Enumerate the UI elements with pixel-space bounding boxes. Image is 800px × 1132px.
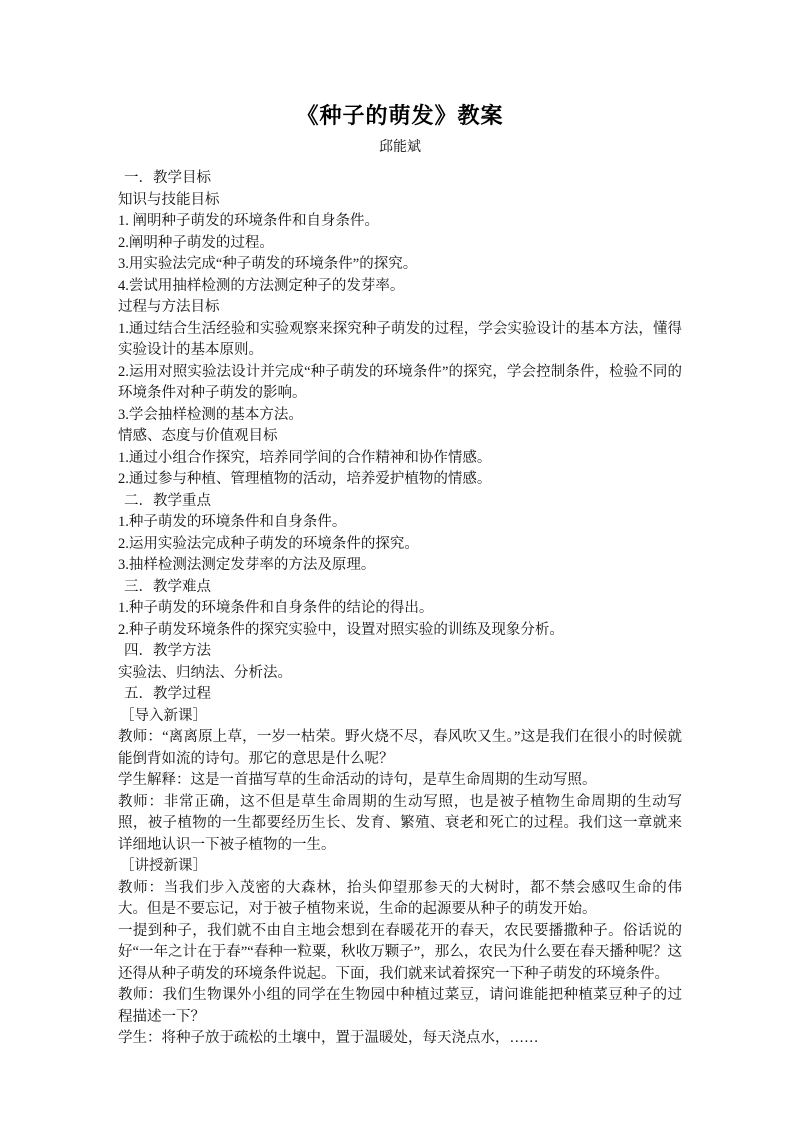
paragraph: 教师：我们生物课外小组的同学在生物园中种植过菜豆，请问谁能把种植菜豆种子的过程描述一下？	[118, 987, 682, 1025]
paragraph: 1. 阐明种子萌发的环境条件和自身条件。	[118, 213, 379, 229]
paragraph: 1.种子萌发的环境条件和自身条件。	[118, 514, 347, 530]
paragraph: 3.抽样检测法测定发芽率的方法及原理。	[118, 557, 376, 573]
paragraph: 一提到种子，我们就不由自主地会想到在春暖花开的春天，农民要播撒种子。俗话说的好“一年之计在于春”“春种一粒粟，秋收万颗子”，那么，农民为什么要在春天播种呢？这还得从种子萌发的环境条件说起。下面，我们就来试着探究一下种子萌发的环境条件。	[118, 922, 682, 982]
paragraph: 2.种子萌发环境条件的探究实验中，设置对照实验的训练及现象分析。	[118, 621, 564, 638]
stage-heading: ［讲授新课］	[120, 858, 207, 874]
section-heading: 三．教学难点	[124, 578, 211, 595]
paragraph: 3.学会抽样检测的基本方法。	[118, 406, 303, 423]
paragraph: 教师：当我们步入茂密的大森林，抬头仰望那参天的大树时，都不禁会感叹生命的伟大。但是不要忘记，对于被子植物来说，生命的起源要从种子的萌发开始。	[118, 879, 682, 917]
paragraph: 2.阐明种子萌发的过程。	[118, 234, 274, 251]
paragraph: 4.尝试用抽样检测的方法测定种子的发芽率。	[118, 277, 405, 294]
document-author: 邱能斌	[379, 140, 421, 155]
paragraph: 实验法、归纳法、分析法。	[118, 664, 292, 681]
paragraph: 1.通过小组合作探究，培养同学间的合作精神和协作情感。	[118, 449, 492, 466]
paragraph: 学生：将种子放于疏松的土壤中，置于温暖处，每天浇点水，……	[118, 1030, 539, 1046]
paragraph: 学生解释：这是一首描写草的生命活动的诗句，是草生命周期的生动写照。	[118, 772, 597, 788]
paragraph: 2.通过参与种植、管理植物的活动，培养爱护植物的情感。	[118, 471, 492, 487]
paragraph: 教师：“离离原上草，一岁一枯荣。野火烧不尽，春风吹又生。”这是我们在很小的时候就能倒背如流的诗句。那它的意思是什么呢？	[118, 729, 682, 767]
paragraph: 过程与方法目标	[118, 299, 220, 315]
paragraph: 2.运用对照实验法设计并完成“种子萌发的环境条件”的探究，学会控制条件，检验不同的环境条件对种子萌发的影响。	[118, 363, 682, 401]
paragraph: 1.通过结合生活经验和实验观察来探究种子萌发的过程，学会实验设计的基本方法，懂得实验设计的基本原则。	[118, 320, 682, 358]
document-body	[118, 168, 682, 1050]
paragraph: 2.运用实验法完成种子萌发的环境条件的探究。	[118, 535, 419, 552]
paragraph: 教师：非常正确，这不但是草生命周期的生动写照，也是被子植物生命周期的生动写照，被子植物的一生都要经历生长、发育、繁殖、衰老和死亡的过程。我们这一章就来详细地认识一下被子植物的一生。	[118, 793, 682, 853]
paragraph: 3.用实验法完成“种子萌发的环境条件”的探究。	[118, 256, 418, 272]
stage-heading: ［导入新课］	[120, 707, 207, 724]
section-heading: 二．教学重点	[124, 492, 211, 509]
section-heading: 五．教学过程	[124, 686, 211, 702]
document-title: 《种子的萌发》教案	[296, 103, 504, 128]
paragraph: 1.种子萌发的环境条件和自身条件的结论的得出。	[118, 600, 434, 616]
paragraph: 知识与技能目标	[118, 191, 220, 208]
section-heading: 四．教学方法	[124, 643, 211, 659]
section-heading: 一．教学目标	[124, 170, 211, 186]
paragraph: 情感、态度与价值观目标	[118, 428, 278, 444]
